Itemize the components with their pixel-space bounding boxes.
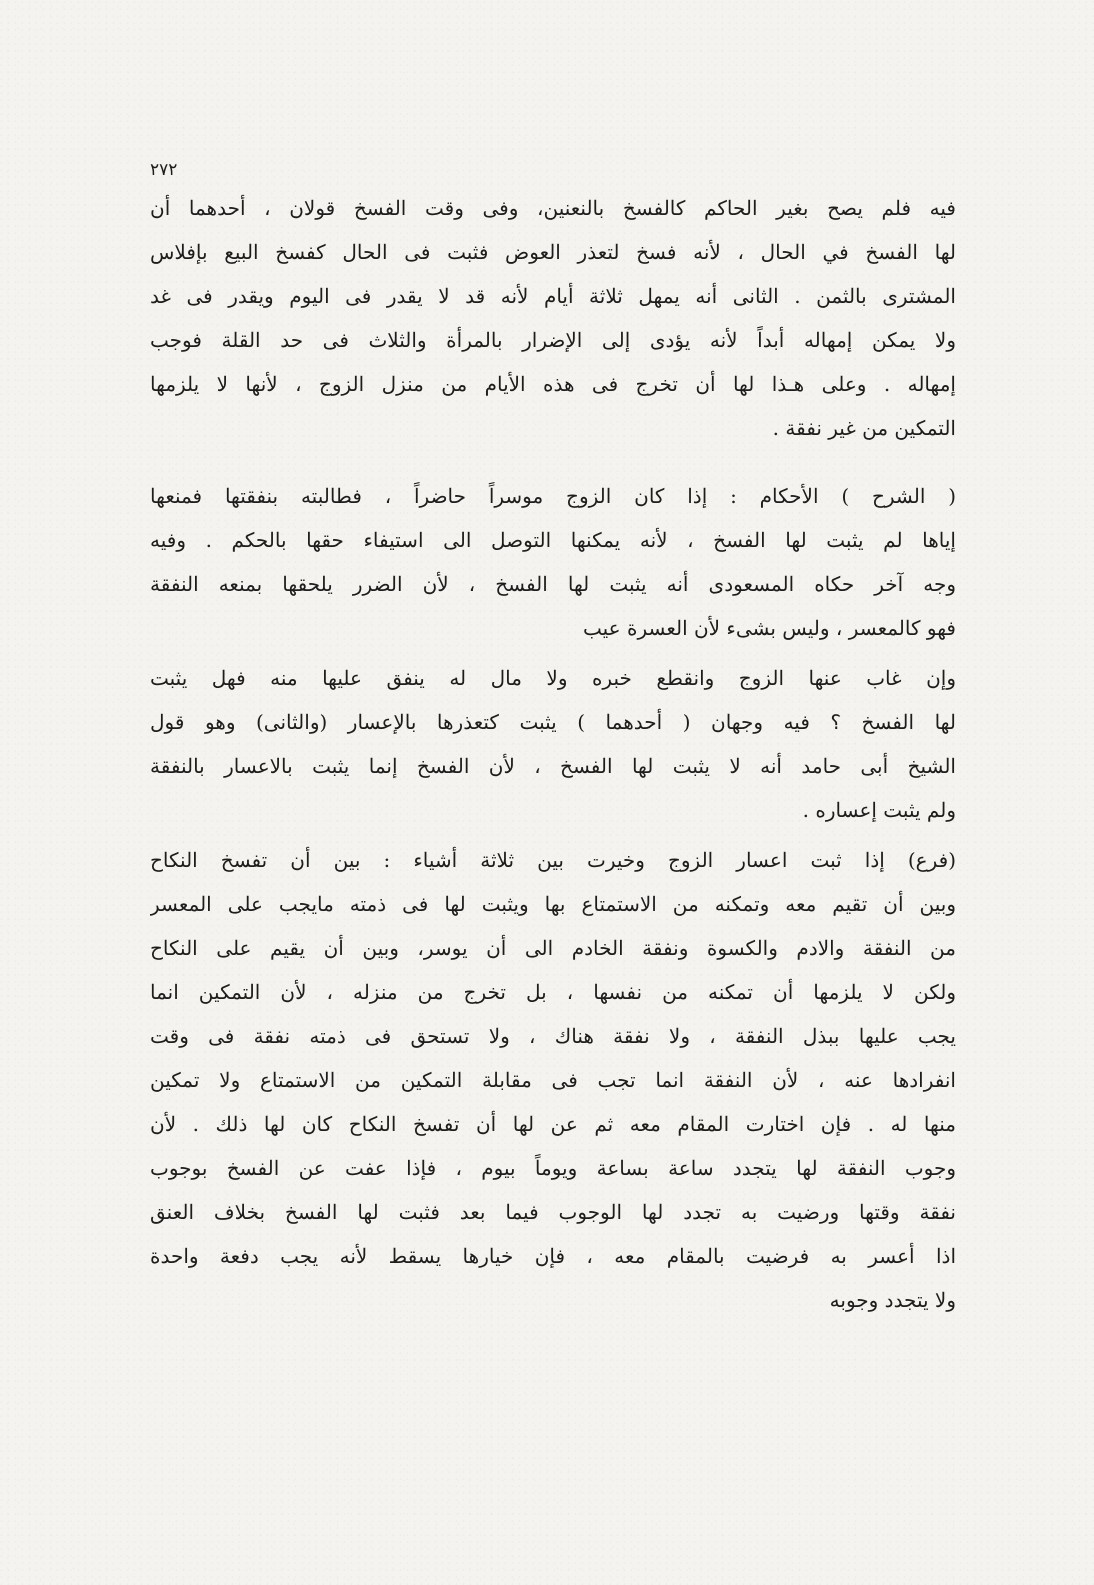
paragraph-spacer [150,450,956,474]
text-line: لها الفسخ ؟ فيه وجهان ( أحدهما ) يثبت كتعذرها بالإعسار (والثانى) وهو قول [150,710,956,734]
text-line: وبين أن تقيم معه وتمكنه من الاستمتاع بها ويثبت لها فى ذمته مايجب على المعسر [150,892,956,916]
text-line: اذا أعسر به فرضيت بالمقام معه ، فإن خيارها يسقط لأنه يجب دفعة واحدة [150,1244,956,1268]
text-line: وإن غاب عنها الزوج وانقطع خبره ولا مال له ينفق عليها منه فهل يثبت [150,666,956,690]
text-line: المشترى بالثمن . الثانى أنه يمهل ثلاثة أيام لأنه قد لا يقدر فى اليوم ويقدر فى غد [150,284,956,308]
text-line: منها له . فإن اختارت المقام معه ثم عن لها أن تفسخ النكاح كان لها ذلك . لأن [150,1112,956,1136]
text-line: وجوب النفقة لها يتجدد ساعة بساعة ويوماً بيوم ، فإذا عفت عن الفسخ بوجوب [150,1156,956,1180]
paragraph-3 [150,656,956,832]
text-line: ولكن لا يلزمها أن تمكنه من نفسها ، بل تخرج من منزله ، لأن التمكين انما [150,980,956,1004]
text-line: نفقة وقتها ورضيت به تجدد لها الوجوب فيما بعد فثبت لها الفسخ بخلاف العنق [150,1200,956,1224]
text-line: الشيخ أبى حامد أنه لا يثبت لها الفسخ ، لأن الفسخ إنما يثبت بالاعسار بالنفقة [150,754,956,778]
text-line: لها الفسخ في الحال ، لأنه فسخ لتعذر العوض فثبت فى الحال كفسخ البيع بإفلاس [150,240,956,264]
text-line: إياها لم يثبت لها الفسخ ، لأنه يمكنها التوصل الى استيفاء حقها بالحكم . وفيه [150,528,956,552]
text-line: ولا يتجدد وجوبه [829,1288,956,1312]
text-line: فهو كالمعسر ، وليس بشىء لأن العسرة عيب [583,616,956,640]
paragraph-2 [150,474,956,650]
text-line: ولا يمكن إمهاله أبداً لأنه يؤدى إلى الإضرار بالمرأة والثلاث فى حد القلة فوجب [150,328,956,352]
text-line: إمهاله . وعلى هـذا لها أن تخرج فى هذه الأيام من منزل الزوج ، لأنها لا يلزمها [150,372,956,396]
paragraph-1 [150,186,956,450]
text-line: فيه فلم يصح بغير الحاكم كالفسخ بالنعنين، وفى وقت الفسخ قولان ، أحدهما أن [150,196,956,220]
text-line: ( الشرح ) الأحكام : إذا كان الزوج موسراً حاضراً ، فطالبته بنفقتها فمنعها [150,484,956,508]
paragraph-4 [150,838,956,1322]
text-line: وجه آخر حكاه المسعودى أنه يثبت لها الفسخ ، لأن الضرر يلحقها بمنعه النفقة [150,572,956,596]
text-line: التمكين من غير نفقة . [772,416,956,440]
text-line: يجب عليها ببذل النفقة ، ولا نفقة هناك ، ولا تستحق فى ذمته نفقة فى وقت [150,1024,956,1048]
text-line: انفرادها عنه ، لأن النفقة انما تجب فى مقابلة التمكين من الاستمتاع ولا تمكين [150,1068,956,1092]
body-text [150,186,956,1322]
text-line: ولم يثبت إعساره . [802,798,956,822]
text-line: من النفقة والادم والكسوة ونفقة الخادم الى أن يوسر، وبين أن يقيم على النكاح [150,936,956,960]
page-number: ٢٧٢ [150,160,178,180]
text-line: (فرع) إذا ثبت اعسار الزوج وخيرت بين ثلاثة أشياء : بين أن تفسخ النكاح [150,848,956,872]
